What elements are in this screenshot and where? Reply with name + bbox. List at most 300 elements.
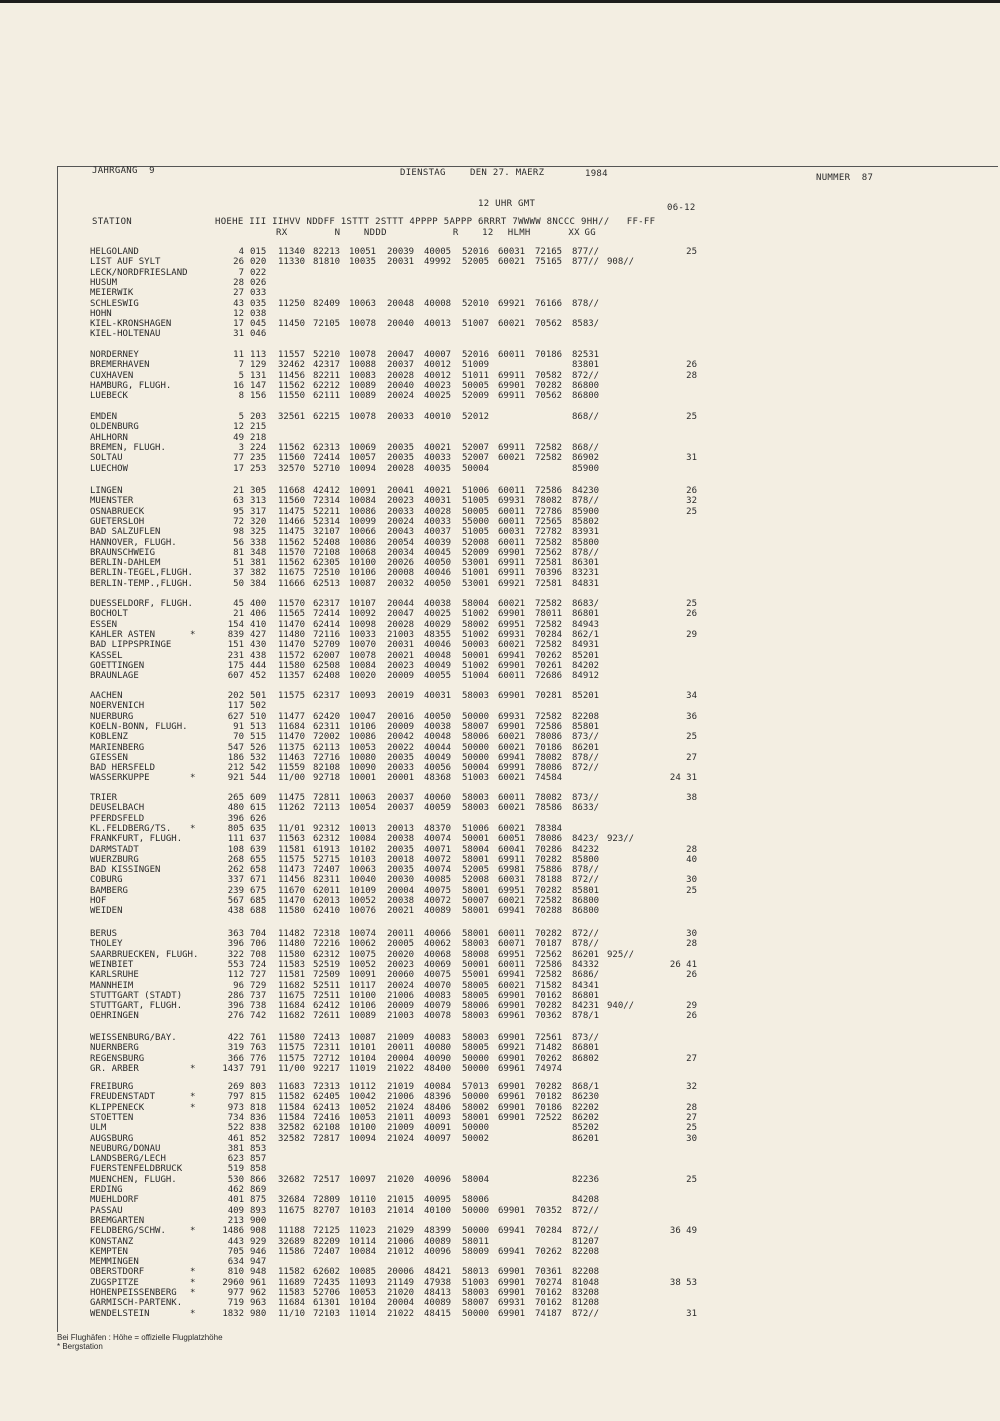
- code-group: 58007: [462, 721, 490, 732]
- code-group: 72581: [535, 558, 563, 569]
- code-group: 72582: [535, 640, 563, 651]
- code-group: 69941: [498, 906, 526, 917]
- code-group: 52012: [462, 412, 490, 422]
- station-number: 510: [250, 711, 267, 722]
- code-group: 51003: [462, 1277, 490, 1288]
- table-row: [0, 391, 1000, 401]
- code-group: 10063: [349, 865, 377, 876]
- table-row: [0, 661, 1000, 671]
- code-group: 61913: [313, 844, 341, 855]
- code-group: 40075: [424, 970, 452, 981]
- code-group: 70284: [535, 629, 563, 640]
- code-column-header: HOEHE III IIHVV NDDFF 1STTT 2STTT 4PPPP 5APPP 6RRRT 7WWWW 8NCCC 9HH// FF-FF: [215, 217, 656, 227]
- table-row: [0, 609, 1000, 619]
- table-row: [0, 1216, 1000, 1226]
- code-group: 872//: [572, 1205, 600, 1216]
- code-group: 10099: [349, 516, 377, 527]
- code-group: 69951: [498, 885, 526, 896]
- code-group: 69941: [498, 1226, 526, 1237]
- station-number: 038: [250, 308, 267, 319]
- station-name: DEUSELBACH: [90, 803, 145, 814]
- station-name: BERUS: [90, 929, 118, 939]
- code-group: 72314: [313, 496, 341, 507]
- code-group: 10001: [349, 773, 377, 784]
- station-number: 615: [250, 803, 267, 814]
- code-group: 20028: [387, 370, 415, 381]
- code-group: 10074: [349, 929, 377, 939]
- table-row: [0, 278, 1000, 288]
- code-group: 72561: [535, 1033, 563, 1043]
- code-group: 40050: [424, 711, 452, 722]
- code-group: 58008: [462, 949, 490, 960]
- jahrgang-label: JAHRGANG 9: [92, 166, 155, 176]
- station-height: 16: [233, 380, 244, 391]
- code-group: 10057: [349, 453, 377, 464]
- code-group: 10087: [349, 1033, 377, 1043]
- table-row: [0, 1257, 1000, 1267]
- code-group: 52009: [462, 547, 490, 558]
- gust-value: 30: [686, 875, 697, 886]
- station-height: 26: [233, 257, 244, 268]
- station-height: 151: [227, 640, 244, 651]
- code-group: 21006: [387, 1236, 415, 1247]
- code-group: 86802: [572, 1053, 600, 1064]
- code-group: 60021: [498, 599, 526, 609]
- code-group: 70186: [535, 350, 563, 360]
- station-height: 45: [233, 599, 244, 609]
- code-group: 40023: [424, 380, 452, 391]
- code-group: 10090: [349, 763, 377, 774]
- code-group: 11581: [278, 970, 306, 981]
- station-name: COBURG: [90, 875, 123, 886]
- code-group: 82311: [313, 875, 341, 886]
- station-number: 803: [250, 1082, 267, 1092]
- code-group: 40038: [424, 721, 452, 732]
- table-row: [0, 855, 1000, 865]
- station-height: 797: [227, 1092, 244, 1103]
- code-group: 40025: [424, 391, 452, 402]
- code-group: 72586: [535, 721, 563, 732]
- gust-value: 36 49: [669, 1226, 697, 1237]
- gust-value: 25: [686, 412, 697, 422]
- code-group: 20035: [387, 752, 415, 763]
- code-group: 70186: [535, 742, 563, 753]
- station-name: MEIERWIK: [90, 288, 134, 299]
- table-row: [0, 865, 1000, 875]
- code-group: 10089: [349, 391, 377, 402]
- station-height: 77: [233, 453, 244, 464]
- code-group: 877//: [572, 257, 600, 268]
- code-group: 69911: [498, 854, 526, 865]
- code-group: 78188: [535, 875, 563, 886]
- table-row: [0, 538, 1000, 548]
- station-height: 839: [227, 629, 244, 640]
- code-group: 86201: [572, 742, 600, 753]
- code-group: 74187: [535, 1308, 563, 1319]
- station-name: PASSAU: [90, 1205, 123, 1216]
- code-group: 10102: [349, 844, 377, 855]
- station-height: 366: [227, 1053, 244, 1064]
- code-group: 70288: [535, 906, 563, 917]
- gust-value: 28: [686, 939, 697, 950]
- gust-value: 28: [686, 370, 697, 381]
- code-group: 20030: [387, 875, 415, 886]
- station-number: 501: [250, 691, 267, 701]
- code-group: 50000: [462, 1092, 490, 1103]
- station-height: 37: [233, 568, 244, 579]
- mountain-station-marker: *: [190, 1226, 196, 1237]
- code-group: 20005: [387, 939, 415, 950]
- code-group: 72416: [313, 1112, 341, 1123]
- station-height: 547: [227, 742, 244, 753]
- code-group: 40049: [424, 752, 452, 763]
- code-group: 20028: [387, 619, 415, 630]
- station-name: BRAUNLAGE: [90, 671, 139, 682]
- table-row: [0, 412, 1000, 422]
- code-group: 52314: [313, 516, 341, 527]
- code-group: 10106: [349, 721, 377, 732]
- station-height: 519: [227, 1164, 244, 1175]
- code-group: 20011: [387, 929, 415, 939]
- mountain-station-marker: *: [190, 1308, 196, 1319]
- code-group: 62508: [313, 660, 341, 671]
- code-group: 11340: [278, 247, 306, 257]
- station-height: 51: [233, 558, 244, 569]
- station-number: 637: [250, 834, 267, 845]
- code-group: 8583/: [572, 319, 600, 330]
- gust-value: 30: [686, 929, 697, 939]
- code-group: 92312: [313, 823, 341, 834]
- station-number: 761: [250, 1033, 267, 1043]
- table-row: [0, 1064, 1000, 1074]
- footnote-airports: Bei Flughäfen : Höhe = offizielle Flugplatzhöhe: [57, 1333, 223, 1342]
- code-group: 60011: [498, 506, 526, 517]
- code-group: 60011: [498, 516, 526, 527]
- code-group: 20023: [387, 660, 415, 671]
- code-group: 69921: [498, 1043, 526, 1054]
- code-group: 40050: [424, 578, 452, 589]
- code-group: 52005: [462, 865, 490, 876]
- station-number: 685: [250, 896, 267, 906]
- code-group: 58003: [462, 1033, 490, 1043]
- code-group: 69941: [498, 970, 526, 981]
- code-group: 69901: [498, 1308, 526, 1319]
- code-group: 70282: [535, 380, 563, 391]
- code-group: 10086: [349, 537, 377, 548]
- station-number: 131: [250, 370, 267, 381]
- code-group: 62111: [313, 391, 341, 402]
- code-group: 72582: [535, 970, 563, 981]
- code-group: 11470: [278, 640, 306, 651]
- code-group: 82209: [313, 1236, 341, 1247]
- station-name: LUEBECK: [90, 391, 128, 402]
- gust-value: 32: [686, 1082, 697, 1092]
- code-group: 86801: [572, 990, 600, 1001]
- station-number: 444: [250, 660, 267, 671]
- code-group: 862/1: [572, 629, 600, 640]
- code-group: 72510: [313, 568, 341, 579]
- station-name: ERDING: [90, 1185, 123, 1195]
- code-group: 32684: [278, 1195, 306, 1206]
- code-group: 85201: [572, 691, 600, 701]
- code-group: 60021: [498, 257, 526, 268]
- code-group: 51003: [462, 773, 490, 784]
- station-name: FREIBURG: [90, 1082, 134, 1092]
- gust-value: 38: [686, 793, 697, 803]
- code-group: 40035: [424, 463, 452, 474]
- code-group: 70182: [535, 1092, 563, 1103]
- code-group: 10110: [349, 1195, 377, 1206]
- table-row: [0, 960, 1000, 970]
- code-group: 21022: [387, 1308, 415, 1319]
- code-group: 82409: [313, 298, 341, 309]
- code-group: 51007: [462, 319, 490, 330]
- code-group: 58003: [462, 793, 490, 803]
- code-group: 82211: [313, 370, 341, 381]
- code-group: 10117: [349, 980, 377, 991]
- station-number: 706: [250, 939, 267, 950]
- code-group: 21019: [387, 1082, 415, 1092]
- code-group: 20020: [387, 949, 415, 960]
- code-group: 69951: [498, 619, 526, 630]
- code-group: 69901: [498, 1267, 526, 1278]
- code-group: 10100: [349, 1123, 377, 1134]
- station-name: MARIENBERG: [90, 742, 145, 753]
- code-group: 20039: [387, 247, 415, 257]
- station-number: 305: [250, 486, 267, 496]
- code-group: 20001: [387, 773, 415, 784]
- station-number: 020: [250, 257, 267, 268]
- code-group: 69901: [498, 609, 526, 620]
- code-group: 40075: [424, 885, 452, 896]
- code-group: 8686/: [572, 970, 600, 981]
- code-group: 10042: [349, 1092, 377, 1103]
- code-group: 72002: [313, 732, 341, 743]
- code-group: 60021: [498, 742, 526, 753]
- station-name: EMDEN: [90, 412, 118, 422]
- code-group: 20048: [387, 298, 415, 309]
- code-group: 873//: [572, 793, 600, 803]
- station-height: 95: [233, 506, 244, 517]
- code-group: 40029: [424, 619, 452, 630]
- code-group: 69901: [498, 1205, 526, 1216]
- station-height: 276: [227, 1011, 244, 1022]
- code-group: 10087: [349, 578, 377, 589]
- code-group: 11562: [278, 558, 306, 569]
- code-group: 40048: [424, 732, 452, 743]
- table-row: [0, 558, 1000, 568]
- station-height: 269: [227, 1082, 244, 1092]
- station-number: 427: [250, 629, 267, 640]
- gust-value: 25: [686, 506, 697, 517]
- station-number: 156: [250, 391, 267, 402]
- code-group: 74584: [535, 773, 563, 784]
- code-group: 69901: [498, 660, 526, 671]
- code-group: 72582: [535, 896, 563, 906]
- code-group: 69911: [498, 558, 526, 569]
- station-height: 553: [227, 959, 244, 970]
- code-group: 58011: [462, 1236, 490, 1247]
- code-group: 70396: [535, 568, 563, 579]
- station-number: 325: [250, 527, 267, 538]
- code-group: 60021: [498, 803, 526, 814]
- code-group: 82108: [313, 763, 341, 774]
- code-group: 11262: [278, 803, 306, 814]
- table-row: [0, 1267, 1000, 1277]
- table-row: [0, 1226, 1000, 1236]
- code-group: 40068: [424, 949, 452, 960]
- station-number: 317: [250, 506, 267, 517]
- code-group: 20011: [387, 1043, 415, 1054]
- station-name: BOCHOLT: [90, 609, 128, 620]
- code-group: 69901: [498, 721, 526, 732]
- code-group: 82531: [572, 350, 600, 360]
- table-row: [0, 453, 1000, 463]
- code-group: 78082: [535, 793, 563, 803]
- code-group: 58004: [462, 844, 490, 855]
- code-group: 62317: [313, 599, 341, 609]
- code-group: 40084: [424, 1082, 452, 1092]
- code-group: 21006: [387, 1092, 415, 1103]
- station-height: 337: [227, 875, 244, 886]
- station-number: 838: [250, 1123, 267, 1134]
- station-height: 2960: [222, 1277, 244, 1288]
- code-group: 11582: [278, 1267, 306, 1278]
- station-name: MUENCHEN, FLUGH.: [90, 1174, 177, 1185]
- code-group: 62013: [313, 896, 341, 906]
- table-row: [0, 793, 1000, 803]
- station-height: 265: [227, 793, 244, 803]
- code-group: 20026: [387, 558, 415, 569]
- code-group: 10104: [349, 1298, 377, 1309]
- gust-value: 26: [686, 486, 697, 496]
- code-group: 60031: [498, 527, 526, 538]
- code-group: 10051: [349, 247, 377, 257]
- code-group: 40056: [424, 763, 452, 774]
- code-group: 48415: [424, 1308, 452, 1319]
- station-number: 962: [250, 1288, 267, 1298]
- code-group: 20008: [387, 568, 415, 579]
- code-group: 40079: [424, 1001, 452, 1012]
- code-group: 868//: [572, 442, 600, 453]
- code-group: 72581: [535, 578, 563, 589]
- code-group: 72712: [313, 1053, 341, 1064]
- station-number: 763: [250, 1043, 267, 1054]
- code-group: 86202: [572, 1112, 600, 1123]
- code-group: 72216: [313, 939, 341, 950]
- code-group: 10078: [349, 319, 377, 330]
- code-group: 21020: [387, 1174, 415, 1185]
- station-height: 810: [227, 1267, 244, 1278]
- code-group: 69911: [498, 442, 526, 453]
- code-group: 20040: [387, 319, 415, 330]
- code-group: 69901: [498, 1033, 526, 1043]
- station-height: 96: [233, 980, 244, 991]
- table-row: [0, 875, 1000, 885]
- table-row: [0, 1195, 1000, 1205]
- code-group: 40072: [424, 854, 452, 865]
- code-group: 62414: [313, 619, 341, 630]
- code-group: 58003: [462, 803, 490, 814]
- code-group: 20021: [387, 906, 415, 917]
- station-name: HELGOLAND: [90, 247, 139, 257]
- code-group: 10084: [349, 834, 377, 845]
- code-group: 40069: [424, 959, 452, 970]
- station-height: 239: [227, 885, 244, 896]
- station-height: 12: [233, 308, 244, 319]
- code-group: 61301: [313, 1298, 341, 1309]
- station-name: MANNHEIM: [90, 980, 134, 991]
- code-group: 20009: [387, 671, 415, 682]
- code-group: 70281: [535, 691, 563, 701]
- code-group: 872//: [572, 370, 600, 381]
- code-group: 48368: [424, 773, 452, 784]
- code-group: 70582: [535, 370, 563, 381]
- code-group: 925//: [607, 949, 635, 960]
- table-row: [0, 1103, 1000, 1113]
- code-group: 60011: [498, 793, 526, 803]
- station-number: 430: [250, 640, 267, 651]
- code-group: 58005: [462, 1043, 490, 1054]
- code-group: 55000: [462, 516, 490, 527]
- station-name: OSNABRUECK: [90, 506, 145, 517]
- code-group: 40100: [424, 1205, 452, 1216]
- gust-value: 31: [686, 1308, 697, 1319]
- station-height: 112: [227, 970, 244, 981]
- code-group: 72582: [535, 599, 563, 609]
- code-group: 60041: [498, 844, 526, 855]
- code-group: 10066: [349, 527, 377, 538]
- station-number: 382: [250, 568, 267, 579]
- station-number: 929: [250, 1236, 267, 1247]
- code-group: 11470: [278, 619, 306, 630]
- station-number: 532: [250, 752, 267, 763]
- code-group: 10101: [349, 1043, 377, 1054]
- code-group: 52709: [313, 640, 341, 651]
- code-group: 84931: [572, 640, 600, 651]
- code-group: 40090: [424, 1053, 452, 1064]
- code-group: 58001: [462, 885, 490, 896]
- station-number: 866: [250, 1174, 267, 1185]
- station-name: KONSTANZ: [90, 1236, 134, 1247]
- table-row: [0, 1164, 1000, 1174]
- code-group: 70562: [535, 391, 563, 402]
- code-group: 48355: [424, 629, 452, 640]
- code-group: 20016: [387, 711, 415, 722]
- code-group: 11575: [278, 854, 306, 865]
- mountain-station-marker: *: [190, 823, 196, 834]
- code-group: 40039: [424, 537, 452, 548]
- station-number: 858: [250, 1164, 267, 1175]
- code-group: 69961: [498, 1011, 526, 1022]
- station-height: 705: [227, 1246, 244, 1257]
- station-number: 857: [250, 1154, 267, 1165]
- code-group: 10086: [349, 506, 377, 517]
- station-name: TRIER: [90, 793, 118, 803]
- code-group: 10080: [349, 752, 377, 763]
- code-group: 11473: [278, 865, 306, 876]
- code-group: 51005: [462, 527, 490, 538]
- code-group: 57013: [462, 1082, 490, 1092]
- code-group: 21022: [387, 1063, 415, 1074]
- gust-value: 25: [686, 885, 697, 896]
- code-group: 62312: [313, 949, 341, 960]
- station-height: 627: [227, 711, 244, 722]
- code-group: 40033: [424, 453, 452, 464]
- station-name: KEMPTEN: [90, 1246, 128, 1257]
- code-group: 52511: [313, 980, 341, 991]
- code-group: 21024: [387, 1133, 415, 1144]
